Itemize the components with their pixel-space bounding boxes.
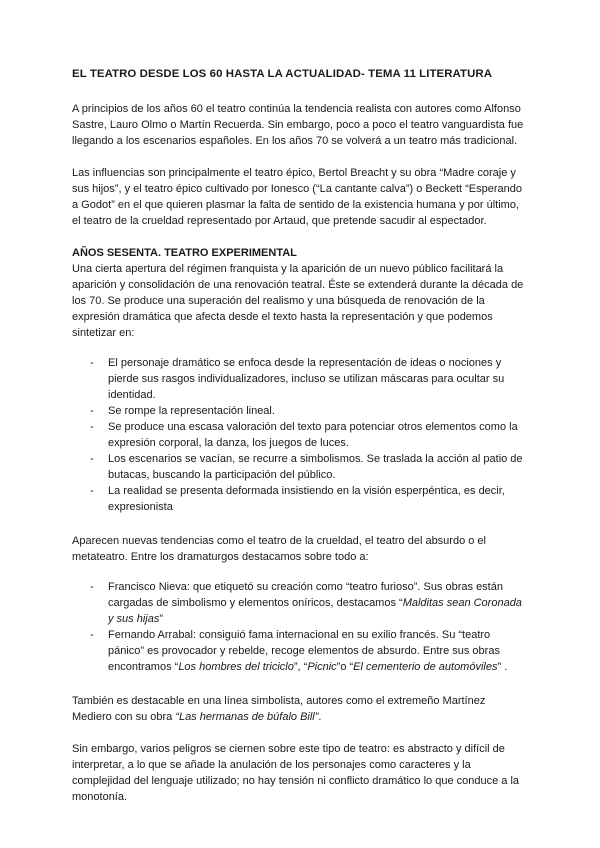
- work-title: Picnic: [307, 661, 337, 673]
- list-item: - Los escenarios se vacían, se recurre a simbolismos. Se traslada la acción al patio de butacas, buscando la participación del público.: [72, 451, 528, 483]
- symbolist-paragraph: También es destacable en una línea simbolista, autores como el extremeño Martínez Mediero con su obra “Las hermanas de búfalo Bill”.: [72, 695, 486, 723]
- section-paragraph: Una cierta apertura del régimen franquista y la aparición de un nuevo público facilitará la aparición y consolidación de una renovación teatral. Éste se extenderá durante la década de los 70. Se produce una superación del realismo y una búsqueda de renovación de la expresión dramática que afecta desde el texto hasta la representación y que podemos sintetizar en:: [72, 263, 524, 339]
- document-title: EL TEATRO DESDE LOS 60 HASTA LA ACTUALIDAD- TEMA 11 LITERATURA: [72, 68, 493, 80]
- list-item: - El personaje dramático se enfoca desde la representación de ideas o nociones y pierde sus rasgos individualizadores, incluso se utilizan máscaras para ocultar su identidad.: [72, 355, 528, 403]
- closing-paragraph: Sin embargo, varios peligros se ciernen sobre este tipo de teatro: es abstracto y difícil de interpretar, a lo que se añade la anulación de los personajes como caracteres y la complejidad del lenguaje utilizado; no hay tensión ni conflicto dramático lo que conduce a la monotonía.: [72, 743, 520, 803]
- work-title: El cementerio de automóviles: [353, 661, 498, 673]
- author-item-nieva: - Francisco Nieva: que etiquetó su creación como “teatro furioso”. Sus obras están cargadas de simbolismo y elementos oníricos, destacamos “Malditas sean Coronada y sus hijas”: [72, 579, 528, 627]
- list-item: - Se produce una escasa valoración del texto para potenciar otros elementos como la expresión corporal, la danza, los juegos de luces.: [72, 419, 528, 451]
- features-list: [72, 355, 528, 515]
- work-title: Los hombres del triciclo: [178, 661, 294, 673]
- work-title: Malditas sean Coronada y sus hijas: [108, 597, 522, 625]
- tendencies-paragraph: Aparecen nuevas tendencias como el teatro de la crueldad, el teatro del absurdo o el metateatro. Entre los dramaturgos destacamos sobre todo a:: [72, 535, 486, 563]
- list-item: - Se rompe la representación lineal.: [72, 403, 528, 419]
- work-title: “Las hermanas de búfalo Bill”: [175, 711, 319, 723]
- author-item-arrabal: - Fernando Arrabal: consiguió fama internacional en su exilio francés. Su “teatro pánico” es provocador y rebelde, recoge elementos de absurdo. Entre sus obras encontramos “Los hombres del triciclo”, “Picnic”o “El cementerio de automóviles” .: [72, 627, 528, 675]
- section-heading: AÑOS SESENTA. TEATRO EXPERIMENTAL: [72, 247, 297, 259]
- list-item: - La realidad se presenta deformada insistiendo en la visión esperpéntica, es decir, expresionista: [72, 483, 528, 515]
- intro-paragraph-1: A principios de los años 60 el teatro continúa la tendencia realista con autores como Alfonso Sastre, Lauro Olmo o Martín Recuerda. Sin embargo, poco a poco el teatro vanguardista fue llegando a los escenarios españoles. En los años 70 se volverá a un teatro más tradicional.: [72, 103, 524, 147]
- intro-paragraph-2: Las influencias son principalmente el teatro épico, Bertol Breacht y su obra “Madre coraje y sus hijos”, y el teatro épico cultivado por Ionesco (“La cantante calva”) o Beckett “Esperando a Godot” en el que quieren plasmar la falta de sentido de la existencia humana y por último, el teatro de la crueldad representado por Artaud, que pretende sacudir al espectador.: [72, 167, 523, 227]
- authors-list: [72, 579, 528, 675]
